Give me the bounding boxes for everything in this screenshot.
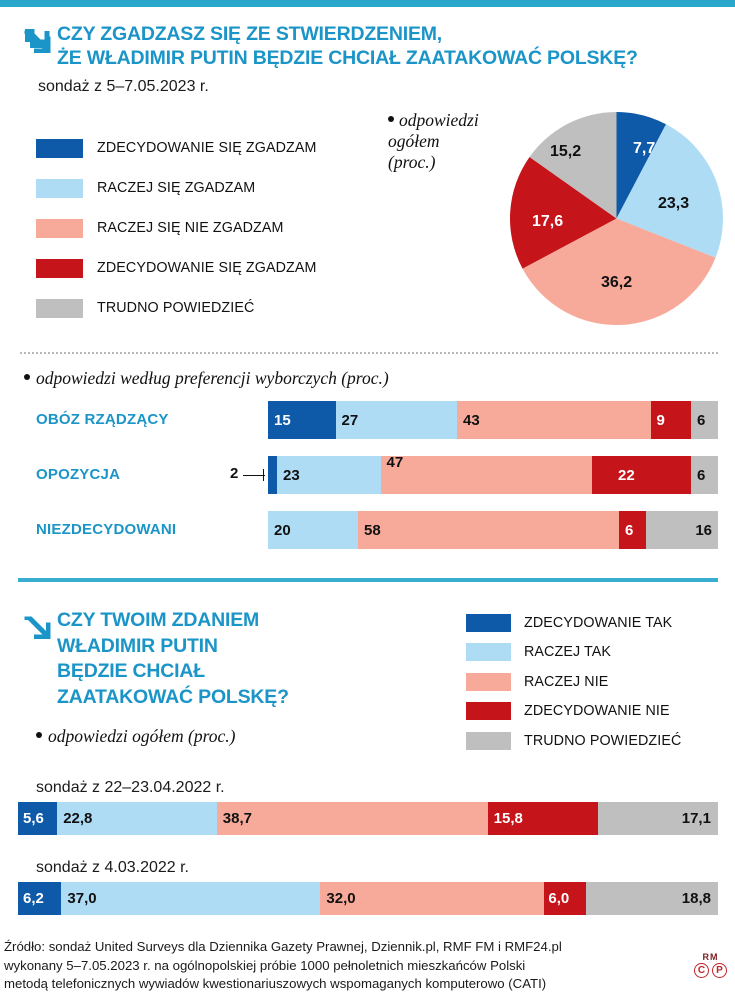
legend-swatch-rather-disagree xyxy=(36,219,83,238)
bar-value: 6 xyxy=(697,411,706,429)
legend-item xyxy=(36,248,317,288)
legend-label: ZDECYDOWANIE TAK xyxy=(524,614,673,631)
bar-segment-rather-yes xyxy=(61,882,320,915)
bar-segment-rather-agree xyxy=(336,401,458,439)
bar-value: 38,7 xyxy=(222,810,252,827)
section1-subtitle: sondaż z 5–7.05.2023 r. xyxy=(38,78,209,95)
top-accent-rule xyxy=(0,0,735,7)
legend-label: ZDECYDOWANIE SIĘ ZGADZAM xyxy=(97,140,317,156)
legend-item xyxy=(466,608,681,638)
pie-value-label-rather-disagree: 36,2 xyxy=(601,274,633,291)
pie-value-label-dont-know: 15,2 xyxy=(550,143,582,160)
bar-segment-strongly-agree xyxy=(268,456,277,494)
section2-headline-line-1: CZY TWOIM ZDANIEM xyxy=(57,609,260,631)
bar-segment-definitely-no xyxy=(488,802,599,835)
phonogram-icon: P xyxy=(712,963,727,978)
bar-value: 6,0 xyxy=(548,890,570,907)
section2-note-text: odpowiedzi ogółem (proc.) xyxy=(48,726,236,746)
pref-category-label: NIEZDECYDOWANI xyxy=(36,521,177,538)
bullet-dot-icon xyxy=(36,732,42,738)
stacked-bar xyxy=(268,456,718,494)
bar-segment-rather-no xyxy=(217,802,488,835)
legend-opinion xyxy=(466,608,681,756)
bar-segment-dont-know xyxy=(646,511,718,549)
pref-category-label: OBÓZ RZĄDZĄCY xyxy=(36,411,169,428)
footer-line-3: metodą telefonicznych wywiadów kwestionariuszowych wspomaganych komputerowo (CATI) xyxy=(4,976,547,991)
bar-segment-definitely-no xyxy=(544,882,586,915)
preference-note-text: odpowiedzi według preferencji wyborczych (proc.) xyxy=(36,368,389,388)
legend-item xyxy=(36,168,317,208)
legend-swatch-dont-know xyxy=(36,299,83,318)
bar-segment-dont-know xyxy=(598,802,718,835)
legend-item xyxy=(466,726,681,756)
stacked-bar xyxy=(268,511,718,549)
bar-value: 5,6 xyxy=(23,810,44,827)
bar-value: 43 xyxy=(463,411,480,429)
pref-category-label: OPOZYCJA xyxy=(36,466,121,483)
legend-item xyxy=(36,288,317,328)
arrow-down-right-icon xyxy=(22,612,52,642)
stacked-bar-2022-04 xyxy=(18,802,718,835)
bar-value: 6 xyxy=(625,521,634,539)
pref-row-opozycja xyxy=(0,456,735,494)
leader-line-cap xyxy=(263,469,264,481)
pie-value-label-strongly-disagree: 17,6 xyxy=(532,213,564,230)
legend-item xyxy=(466,667,681,697)
legend-label: ZDECYDOWANIE NIE xyxy=(524,703,670,720)
stacked-bar-2022-03 xyxy=(18,882,718,915)
bullet-dot-icon xyxy=(388,116,394,122)
bar-value: 32,0 xyxy=(326,890,356,907)
legend-agreement xyxy=(36,128,317,328)
section2-headline xyxy=(57,608,457,710)
leader-line xyxy=(243,475,265,476)
bar-segment-rather-disagree xyxy=(457,401,651,439)
bar-segment-dont-know xyxy=(691,456,718,494)
pie-value-label-rather-agree: 23,3 xyxy=(658,195,690,212)
legend-swatch-definitely-yes xyxy=(466,614,511,632)
legend-swatch-rather-no xyxy=(466,673,511,691)
legend-label: TRUDNO POWIEDZIEĆ xyxy=(97,300,255,316)
bar-segment-definitely-yes xyxy=(18,882,61,915)
section1-headline-line-2: ŻE WŁADIMIR PUTIN BĘDZIE CHCIAŁ ZAATAKOWAĆ POLSKĘ? xyxy=(57,47,638,69)
bar-value: 18,8 xyxy=(681,890,711,907)
bar-value: 23 xyxy=(283,466,300,484)
bar-value: 15,8 xyxy=(493,810,523,827)
section1-headline-line-1: CZY ZGADZASZ SIĘ ZE STWIERDZENIEM, xyxy=(57,23,443,45)
preference-note xyxy=(24,368,389,389)
bar-segment-dont-know xyxy=(586,882,718,915)
legend-item xyxy=(466,697,681,727)
legend-label: RACZEJ SIĘ ZGADZAM xyxy=(97,180,256,196)
bar-segment-strongly-disagree xyxy=(651,401,692,439)
bullet-dot-icon xyxy=(24,374,30,380)
pie-note-line-3: (proc.) xyxy=(388,152,436,172)
arrow-down-right-icon xyxy=(22,26,52,56)
bar-segment-strongly-agree xyxy=(268,401,336,439)
bar-segment-rather-agree xyxy=(277,456,381,494)
bar-segment-rather-agree xyxy=(268,511,358,549)
bar-value: 17,1 xyxy=(681,810,711,827)
pie-note-line-2: ogółem xyxy=(388,131,440,151)
legend-label: RACZEJ SIĘ NIE ZGADZAM xyxy=(97,220,284,236)
bar-value: 27 xyxy=(341,411,359,429)
bar-value-callout: 2 xyxy=(230,465,239,482)
bar-value: 9 xyxy=(656,411,665,429)
bar-value: 15 xyxy=(274,411,291,429)
stacked-bar xyxy=(268,401,718,439)
bar-segment-rather-disagree xyxy=(358,511,619,549)
section2-headline-line-4: ZAATAKOWAĆ POLSKĘ? xyxy=(57,685,289,708)
section1-headline xyxy=(57,22,735,70)
bar-value: 16 xyxy=(695,521,712,539)
publisher-logo xyxy=(694,952,727,978)
dotted-divider xyxy=(20,352,718,354)
legend-label: RACZEJ NIE xyxy=(524,673,609,690)
logo-text: RM xyxy=(702,952,719,962)
bar-segment-dont-know xyxy=(691,401,718,439)
section2-headline-line-3: BĘDZIE CHCIAŁ xyxy=(57,660,205,682)
bar-value: 58 xyxy=(364,521,381,539)
section2-note xyxy=(36,726,235,747)
bar-value: 47 xyxy=(386,454,404,471)
overall-bar-label-2022-04: sondaż z 22–23.04.2022 r. xyxy=(36,779,225,796)
legend-label: RACZEJ TAK xyxy=(524,644,612,661)
bar-value: 20 xyxy=(274,521,291,539)
bar-segment-strongly-disagree xyxy=(619,511,646,549)
pie-note-line-1: odpowiedzi xyxy=(399,110,479,130)
bar-value: 6 xyxy=(697,466,706,484)
section-divider-rule xyxy=(18,578,718,582)
bar-segment-rather-yes xyxy=(57,802,217,835)
bar-segment-definitely-yes xyxy=(18,802,57,835)
legend-swatch-strongly-disagree xyxy=(36,259,83,278)
legend-label: TRUDNO POWIEDZIEĆ xyxy=(524,732,682,749)
pref-row-oboz-rzadzacy xyxy=(0,401,735,439)
section2-headline-line-2: WŁADIMIR PUTIN xyxy=(57,634,218,657)
bar-segment-rather-no xyxy=(320,882,544,915)
legend-item xyxy=(36,208,317,248)
legend-item xyxy=(466,638,681,668)
bar-value: 37,0 xyxy=(67,890,97,907)
source-footer xyxy=(4,938,664,994)
legend-swatch-rather-yes xyxy=(466,643,511,661)
bar-value: 22 xyxy=(618,466,635,484)
footer-line-2: wykonany 5–7.05.2023 r. na ogólnopolskiej próbie 1000 pełnoletnich mieszkańców Polski xyxy=(4,957,526,973)
bar-value: 22,8 xyxy=(63,810,93,827)
overall-bar-label-2022-03: sondaż z 4.03.2022 r. xyxy=(36,859,189,876)
pie-chart xyxy=(510,112,723,325)
footer-line-1: Źródło: sondaż United Surveys dla Dziennika Gazety Prawnej, Dziennik.pl, RMF FM i RMF24.pl xyxy=(4,939,562,954)
copyright-icon: C xyxy=(694,963,709,978)
pref-row-niezdecydowani xyxy=(0,511,735,549)
legend-label: ZDECYDOWANIE SIĘ ZGADZAM xyxy=(97,260,317,276)
pie-chart-note xyxy=(388,110,479,173)
bar-segment-rather-disagree xyxy=(381,456,593,494)
legend-item xyxy=(36,128,317,168)
legend-swatch-rather-agree xyxy=(36,179,83,198)
legend-swatch-definitely-no xyxy=(466,702,511,720)
bar-segment-strongly-disagree xyxy=(592,456,691,494)
legend-swatch-strongly-agree xyxy=(36,139,83,158)
pie-value-label-strongly-agree: 7,7 xyxy=(633,140,656,157)
rights-marks xyxy=(694,963,727,978)
bar-value: 6,2 xyxy=(23,890,44,907)
legend-swatch-dont-know xyxy=(466,732,511,750)
